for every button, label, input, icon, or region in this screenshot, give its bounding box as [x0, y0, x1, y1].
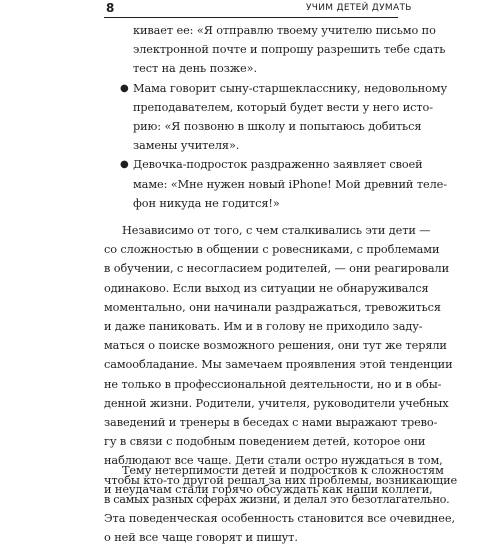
- page-number: 8: [106, 1, 115, 15]
- text-line: денной жизни. Родители, учителя, руководители учебных: [104, 396, 449, 410]
- bullet-list: [118, 21, 448, 213]
- bullet-icon: ●: [120, 159, 129, 171]
- text-line: Независимо от того, с чем сталкивались эти дети —: [122, 224, 431, 237]
- text-line: преподавателем, который будет вести у него исто-: [133, 100, 433, 114]
- list-item: [118, 79, 448, 156]
- text-line: рию: «Я позвоню в школу и попытаюсь добиться: [133, 120, 422, 134]
- text-line: и неудачам стали горячо обсуждать как наши коллеги,: [104, 483, 433, 497]
- text-line: кивает ее: «Я отправлю твоему учителю письмо по: [133, 24, 436, 37]
- text-line: одинаково. Если выход из ситуации не обнаруживался: [104, 281, 429, 295]
- list-item: [118, 155, 447, 213]
- running-head: УЧИМ ДЕТЕЙ ДУМАТЬ: [306, 3, 412, 13]
- text-line: о ней все чаще говорят и пишут.: [104, 531, 298, 545]
- text-line: чтобы кто-то другой решал за них проблемы, возникающие: [104, 473, 458, 487]
- text-line: со сложностью в общении с ровесниками, с проблемами: [104, 243, 440, 257]
- text-line: электронной почте и попрошу разрешить тебе сдать: [133, 43, 446, 57]
- text-line: Девочка-подросток раздраженно заявляет своей: [133, 158, 423, 172]
- header-rule: [104, 17, 398, 18]
- text-line: Мама говорит сыну-старшекласснику, недовольному: [133, 81, 448, 95]
- text-line: фон никуда не годится!»: [133, 196, 280, 210]
- text-line: гу в связи с подобным поведением детей, которое они: [104, 435, 426, 449]
- text-line: Эта поведенческая особенность становится все очевиднее,: [104, 512, 455, 526]
- text-line: маме: «Мне нужен новый iPhone! Мой древний теле-: [133, 177, 447, 191]
- list-item: [118, 21, 446, 79]
- text-line: тест на день позже».: [133, 62, 257, 76]
- text-line: маться о поиске возможного решения, они тут же теряли: [104, 339, 447, 353]
- text-line: наблюдают все чаще. Дети стали остро нуждаться в том,: [104, 454, 443, 468]
- text-line: и даже паниковать. Им и в голову не приходило заду-: [104, 320, 423, 334]
- text-line: самообладание. Мы замечаем проявления этой тенденции: [104, 358, 453, 372]
- bullet-icon: ●: [120, 82, 129, 94]
- text-line: заведений и тренеры в беседах с нами выражают трево-: [104, 416, 438, 430]
- text-line: моментально, они начинали раздражаться, тревожиться: [104, 300, 441, 314]
- page-header: [0, 0, 500, 18]
- text-line: в обучении, с несогласием родителей, — они реагировали: [104, 262, 450, 276]
- text-line: замены учителя».: [133, 139, 240, 153]
- text-line: Тему нетерпимости детей и подростков к сложностям: [122, 464, 444, 477]
- text-line: в самых разных сферах жизни, и делал это безотлагательно.: [104, 492, 450, 506]
- text-line: не только в профессиональной деятельности, но и в обы-: [104, 377, 442, 391]
